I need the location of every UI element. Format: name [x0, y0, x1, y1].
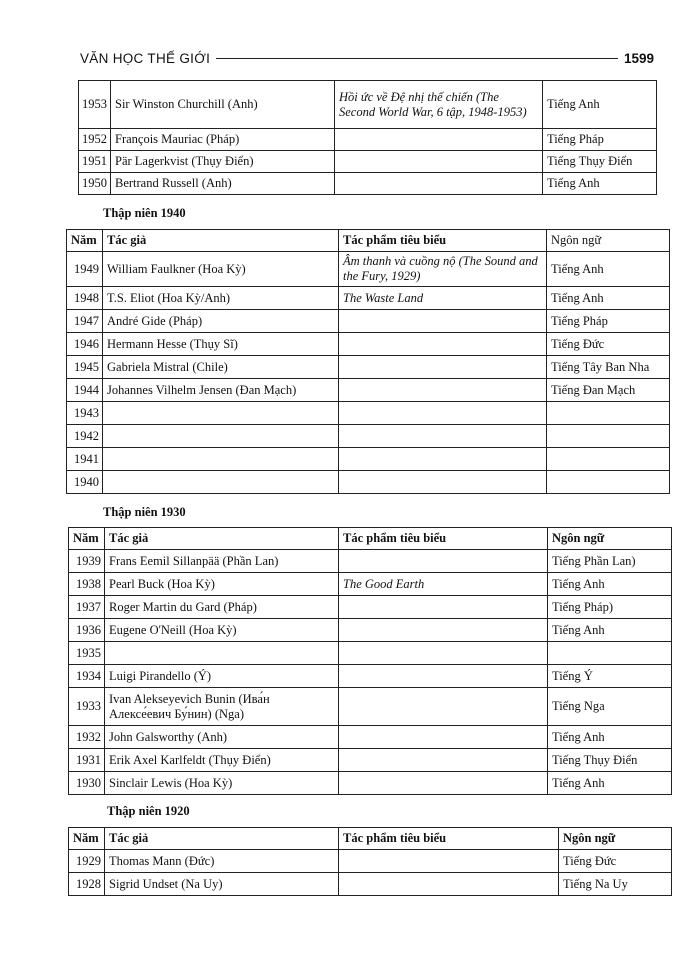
- column-header-language: Ngôn ngữ: [559, 828, 672, 850]
- work-cell: [339, 726, 548, 749]
- work-cell: [339, 425, 547, 448]
- column-header-work: Tác phẩm tiêu biểu: [339, 828, 559, 850]
- decade-heading-1940: Thập niên 1940: [103, 206, 186, 220]
- author-cell: Eugene O'Neill (Hoa Kỳ): [105, 619, 339, 642]
- year-cell: 1936: [69, 619, 105, 642]
- author-cell: William Faulkner (Hoa Kỳ): [103, 252, 339, 287]
- column-header-language: Ngôn ngữ: [547, 230, 670, 252]
- language-cell: Tiếng Đức: [559, 850, 672, 873]
- table-1920s: [68, 827, 672, 896]
- language-cell: Tiếng Nga: [548, 688, 672, 726]
- work-cell: [339, 772, 548, 795]
- column-header-year: Năm: [69, 528, 105, 550]
- author-cell: Bertrand Russell (Anh): [111, 173, 335, 195]
- header-rule: [216, 58, 618, 59]
- author-cell: Pär Lagerkvist (Thụy Điển): [111, 151, 335, 173]
- year-cell: 1937: [69, 596, 105, 619]
- author-cell: Sigrid Undset (Na Uy): [105, 873, 339, 896]
- author-cell: John Galsworthy (Anh): [105, 726, 339, 749]
- table-1940s: [66, 229, 670, 494]
- table-row: [69, 619, 672, 642]
- year-cell: 1949: [67, 252, 103, 287]
- year-cell: 1929: [69, 850, 105, 873]
- year-cell: 1953: [79, 81, 111, 129]
- language-cell: Tiếng Pháp: [547, 310, 670, 333]
- language-cell: Tiếng Ý: [548, 665, 672, 688]
- language-cell: [547, 471, 670, 494]
- table-row: [69, 550, 672, 573]
- year-cell: 1952: [79, 129, 111, 151]
- column-header-work: Tác phẩm tiêu biểu: [339, 230, 547, 252]
- table-row: [69, 873, 672, 896]
- table-row: [69, 726, 672, 749]
- year-cell: 1930: [69, 772, 105, 795]
- running-header: [80, 48, 654, 68]
- table-row: [69, 850, 672, 873]
- table-row: [69, 772, 672, 795]
- table-row: [67, 425, 670, 448]
- table-row: [79, 151, 657, 173]
- author-cell: Thomas Mann (Đức): [105, 850, 339, 873]
- author-cell: [103, 425, 339, 448]
- language-cell: Tiếng Anh: [543, 173, 657, 195]
- work-cell: [339, 402, 547, 425]
- table-row: [67, 310, 670, 333]
- work-cell: Âm thanh và cuồng nộ (The Sound and the Fury, 1929): [339, 252, 547, 287]
- work-cell: [339, 379, 547, 402]
- table-1950s: [78, 80, 657, 195]
- table-1930s: [68, 527, 672, 795]
- year-cell: 1939: [69, 550, 105, 573]
- language-cell: Tiếng Tây Ban Nha: [547, 356, 670, 379]
- year-cell: 1942: [67, 425, 103, 448]
- year-cell: 1928: [69, 873, 105, 896]
- author-cell: Ivan Alekseyevich Bunin (Ива́н Алексе́евич Бу́нин) (Nga): [105, 688, 339, 726]
- language-cell: Tiếng Anh: [548, 573, 672, 596]
- table-row: [79, 173, 657, 195]
- author-cell: Gabriela Mistral (Chile): [103, 356, 339, 379]
- table-row: [69, 665, 672, 688]
- author-cell: Luigi Pirandello (Ý): [105, 665, 339, 688]
- column-header-year: Năm: [69, 828, 105, 850]
- language-cell: [547, 425, 670, 448]
- year-cell: 1947: [67, 310, 103, 333]
- column-header-work: Tác phẩm tiêu biểu: [339, 528, 548, 550]
- author-cell: Pearl Buck (Hoa Kỳ): [105, 573, 339, 596]
- year-cell: 1951: [79, 151, 111, 173]
- table-row: [67, 471, 670, 494]
- table-row: [67, 333, 670, 356]
- language-cell: Tiếng Thụy Điển: [543, 151, 657, 173]
- work-cell: [335, 151, 543, 173]
- language-cell: Tiếng Anh: [547, 252, 670, 287]
- language-cell: Tiếng Phần Lan): [548, 550, 672, 573]
- year-cell: 1946: [67, 333, 103, 356]
- table-row: [69, 749, 672, 772]
- author-cell: André Gide (Pháp): [103, 310, 339, 333]
- author-cell: Frans Eemil Sillanpää (Phần Lan): [105, 550, 339, 573]
- work-cell: [335, 173, 543, 195]
- table-row: [79, 129, 657, 151]
- table-row: [67, 287, 670, 310]
- language-cell: Tiếng Đức: [547, 333, 670, 356]
- author-cell: Sinclair Lewis (Hoa Kỳ): [105, 772, 339, 795]
- author-cell: [103, 471, 339, 494]
- work-cell: [339, 850, 559, 873]
- table-header-row: [67, 230, 670, 252]
- year-cell: 1935: [69, 642, 105, 665]
- table-row: [67, 379, 670, 402]
- language-cell: Tiếng Anh: [543, 81, 657, 129]
- year-cell: 1931: [69, 749, 105, 772]
- year-cell: 1938: [69, 573, 105, 596]
- year-cell: 1944: [67, 379, 103, 402]
- table-header-row: [69, 828, 672, 850]
- table-row: [67, 402, 670, 425]
- year-cell: 1933: [69, 688, 105, 726]
- year-cell: 1940: [67, 471, 103, 494]
- work-cell: The Waste Land: [339, 287, 547, 310]
- author-cell: Johannes Vilhelm Jensen (Đan Mạch): [103, 379, 339, 402]
- work-cell: [339, 688, 548, 726]
- author-cell: Sir Winston Churchill (Anh): [111, 81, 335, 129]
- column-header-author: Tác giả: [103, 230, 339, 252]
- table-header-row: [69, 528, 672, 550]
- language-cell: [547, 402, 670, 425]
- author-cell: Erik Axel Karlfeldt (Thụy Điển): [105, 749, 339, 772]
- table-row: [69, 688, 672, 726]
- author-cell: Hermann Hesse (Thụy Sĩ): [103, 333, 339, 356]
- column-header-author: Tác giả: [105, 528, 339, 550]
- language-cell: Tiếng Pháp: [543, 129, 657, 151]
- author-cell: T.S. Eliot (Hoa Kỳ/Anh): [103, 287, 339, 310]
- work-cell: [339, 619, 548, 642]
- work-cell: [339, 873, 559, 896]
- column-header-year: Năm: [67, 230, 103, 252]
- work-cell: [335, 129, 543, 151]
- language-cell: Tiếng Na Uy: [559, 873, 672, 896]
- table-row: [79, 81, 657, 129]
- language-cell: Tiếng Anh: [548, 772, 672, 795]
- year-cell: 1950: [79, 173, 111, 195]
- language-cell: Tiếng Anh: [548, 619, 672, 642]
- language-cell: Tiếng Anh: [547, 287, 670, 310]
- author-cell: Roger Martin du Gard (Pháp): [105, 596, 339, 619]
- author-cell: [103, 448, 339, 471]
- section-title: VĂN HỌC THẾ GIỚI: [80, 50, 211, 66]
- year-cell: 1934: [69, 665, 105, 688]
- work-cell: [339, 596, 548, 619]
- column-header-language: Ngôn ngữ: [548, 528, 672, 550]
- language-cell: [547, 448, 670, 471]
- author-cell: [105, 642, 339, 665]
- work-cell: [339, 550, 548, 573]
- year-cell: 1932: [69, 726, 105, 749]
- work-cell: [339, 310, 547, 333]
- work-cell: [339, 333, 547, 356]
- table-row: [67, 448, 670, 471]
- language-cell: Tiếng Đan Mạch: [547, 379, 670, 402]
- table-row: [69, 596, 672, 619]
- work-cell: Hồi ức về Đệ nhị thế chiến (The Second World War, 6 tập, 1948-1953): [335, 81, 543, 129]
- work-cell: [339, 471, 547, 494]
- language-cell: Tiếng Pháp): [548, 596, 672, 619]
- author-cell: [103, 402, 339, 425]
- year-cell: 1943: [67, 402, 103, 425]
- work-cell: [339, 356, 547, 379]
- year-cell: 1941: [67, 448, 103, 471]
- table-row: [67, 356, 670, 379]
- column-header-author: Tác giả: [105, 828, 339, 850]
- page-number: 1599: [623, 50, 654, 66]
- work-cell: [339, 749, 548, 772]
- decade-heading-1930: Thập niên 1930: [103, 505, 186, 519]
- table-row: [69, 642, 672, 665]
- language-cell: Tiếng Anh: [548, 726, 672, 749]
- work-cell: [339, 642, 548, 665]
- work-cell: The Good Earth: [339, 573, 548, 596]
- year-cell: 1948: [67, 287, 103, 310]
- author-cell: François Mauriac (Pháp): [111, 129, 335, 151]
- language-cell: Tiếng Thụy Điển: [548, 749, 672, 772]
- work-cell: [339, 665, 548, 688]
- work-cell: [339, 448, 547, 471]
- table-row: [67, 252, 670, 287]
- decade-heading-1920: Thập niên 1920: [107, 804, 190, 818]
- table-row: [69, 573, 672, 596]
- year-cell: 1945: [67, 356, 103, 379]
- language-cell: [548, 642, 672, 665]
